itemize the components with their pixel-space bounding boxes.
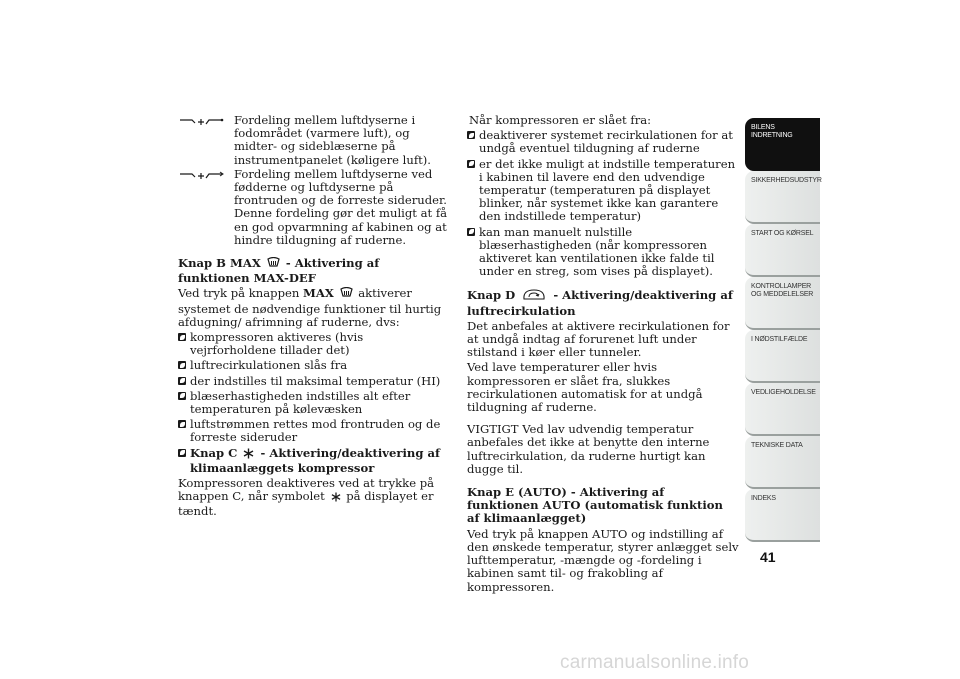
airflow-face-feet-icon bbox=[178, 114, 234, 167]
list-item-text: luftrecirkulationen slås fra bbox=[190, 358, 348, 373]
list-item bbox=[178, 331, 448, 357]
list-item bbox=[467, 158, 739, 224]
list-item bbox=[178, 390, 448, 416]
knapd-paragraph-1: Det anbefales at aktivere recirkulationen for at undgå indtag af forurenet luft under stilstand i køer eller tunneler. bbox=[467, 318, 730, 360]
list-item-text: er det ikke muligt at indstille temperaturen i kabinen til lavere end den udvendige temperatur (temperaturen på displayet blinker, når systemet ikke kan garantere den indstillede temperatur) bbox=[479, 156, 736, 224]
compressor-off-bullet-list bbox=[467, 129, 739, 278]
chapter-tabs bbox=[745, 118, 820, 542]
bullet-box-icon bbox=[178, 333, 186, 341]
distribution-text: Fordeling mellem luftdyserne ved fødderne og luftdyserne på frontruden og de forreste sideruder. Denne fordeling gør det muligt at få en god opvarmning af kabinen og at hindre tildugning af ruderne. bbox=[234, 166, 448, 247]
maxdef-paragraph bbox=[178, 287, 448, 329]
list-item-text: luftstrømmen rettes mod frontruden og de forreste sideruder bbox=[190, 417, 441, 445]
left-column bbox=[178, 114, 448, 519]
knapd-paragraph-2: Ved lave temperaturer eller hvis kompressoren er slået fra, slukkes recirkulationen automatisk for at undgå tildugning af ruderne. bbox=[467, 360, 703, 415]
tab-tekniske-data[interactable] bbox=[745, 436, 820, 489]
bullet-box-icon bbox=[467, 160, 475, 168]
tab-label: TEKNISKE DATA bbox=[751, 442, 803, 449]
knape-paragraph: Ved tryk på knappen AUTO og indstilling af den ønskede temperatur, styrer anlægget selv lufttemperatur, -mængde og -fordeling i kabinen samt til- og frakobling af kompressoren. bbox=[467, 526, 739, 594]
max-defrost-icon bbox=[267, 257, 280, 272]
tab-label: VEDLIGEHOLDELSE bbox=[751, 389, 816, 396]
tab-label: BILENS bbox=[751, 124, 775, 131]
tab-label: OG MEDDELELSER bbox=[751, 291, 814, 298]
list-item bbox=[178, 375, 448, 388]
knapd-heading bbox=[467, 288, 739, 317]
compressor-off-intro: Når kompressoren er slået fra: bbox=[469, 113, 652, 127]
list-item bbox=[178, 418, 448, 444]
tab-vedligeholdelse[interactable] bbox=[745, 383, 820, 436]
knapc-heading-label: Knap C bbox=[190, 445, 238, 460]
maxdef-para-max: MAX bbox=[303, 286, 334, 301]
tab-label: I NØDSTILFÆLDE bbox=[751, 336, 808, 343]
knape-heading: Knap E (AUTO) - Aktivering af funktionen AUTO (automatisk funktion af klimaanlægget) bbox=[467, 485, 723, 526]
maxdef-heading bbox=[178, 257, 448, 285]
page-number: 41 bbox=[760, 549, 776, 565]
recirculation-icon bbox=[521, 288, 547, 304]
list-item bbox=[178, 359, 448, 372]
tab-label: SIKKERHEDSUDSTYR bbox=[751, 177, 822, 184]
knapc-heading bbox=[178, 447, 448, 475]
maxdef-para-start: Ved tryk på knappen bbox=[178, 286, 300, 301]
knapc-para-end: på displayet er tændt. bbox=[178, 489, 434, 519]
list-item-text: kan man manuelt nulstille blæserhastigheden (når kompressoren aktiveret kan ventilationen ikke falde til under en streg, som vises på displayet). bbox=[479, 224, 715, 279]
maxdef-bullet-list bbox=[178, 331, 448, 475]
list-item-text: der indstilles til maksimal temperatur (HI) bbox=[190, 373, 441, 388]
bullet-box-icon bbox=[467, 131, 475, 139]
vigtigt-note: VIGTIGT Ved lav udvendig temperatur anbefales det ikke at benytte den interne luftrecirkulation, da ruderne hurtigt kan dugge til. bbox=[467, 422, 710, 476]
watermark: carmanualsonline.info bbox=[560, 652, 750, 673]
bullet-box-icon bbox=[178, 449, 186, 457]
maxdef-heading-rest: - Aktivering af funktionen MAX-DEF bbox=[178, 256, 380, 286]
distribution-text: Fordeling mellem luftdyserne i fodområdet (varmere luft), og midter- og sideblæserne på instrumentpanelet (køligere luft). bbox=[234, 113, 431, 167]
tab-label: START OG KØRSEL bbox=[751, 230, 814, 237]
knapd-heading-label: Knap D bbox=[467, 288, 516, 303]
bullet-box-icon bbox=[467, 228, 475, 236]
tab-label: INDEKS bbox=[751, 495, 776, 502]
knapc-heading-rest: - Aktivering/deaktivering af klimaanlæggets kompressor bbox=[190, 445, 441, 475]
tab-bilens-indretning[interactable] bbox=[745, 118, 820, 171]
list-item bbox=[467, 226, 739, 279]
snowflake-icon bbox=[243, 448, 254, 462]
tab-sikkerhedsudstyr[interactable] bbox=[745, 171, 820, 224]
bullet-box-icon bbox=[178, 377, 186, 385]
knapc-para-start: Kompressoren deaktiveres ved at trykke på knappen C, når symbolet bbox=[178, 476, 435, 504]
tab-label: KONTROLLAMPER bbox=[751, 283, 812, 290]
distribution-row-feet-defrost bbox=[178, 168, 448, 247]
bullet-box-icon bbox=[178, 361, 186, 369]
list-item-text: blæserhastigheden indstilles alt efter temperaturen på kølevæsken bbox=[190, 388, 411, 417]
knapd-heading-rest: - Aktivering/deaktivering af luftrecirkulation bbox=[467, 288, 733, 318]
bullet-box-icon bbox=[178, 392, 186, 400]
max-defrost-icon bbox=[340, 287, 353, 302]
tab-indeks[interactable] bbox=[745, 489, 820, 542]
distribution-row-face-feet bbox=[178, 114, 448, 167]
tab-nodstilfaelde[interactable] bbox=[745, 330, 820, 383]
bullet-box-icon bbox=[178, 420, 186, 428]
maxdef-para-end: aktiverer systemet de nødvendige funktioner til hurtig afdugning/ afrimning af ruderne, dvs: bbox=[178, 286, 442, 329]
snowflake-icon bbox=[331, 492, 341, 505]
right-column bbox=[467, 114, 739, 594]
list-item-text: deaktiverer systemet recirkulationen for at undgå eventuel tildugning af ruderne bbox=[479, 128, 733, 156]
knapc-paragraph bbox=[178, 477, 448, 519]
tab-label: INDRETNING bbox=[751, 132, 793, 139]
maxdef-heading-label: Knap B MAX bbox=[178, 256, 261, 271]
airflow-feet-defrost-icon bbox=[178, 168, 234, 247]
list-item-text: kompressoren aktiveres (hvis vejrforholdene tillader det) bbox=[190, 330, 364, 358]
tab-kontrollamper[interactable] bbox=[745, 277, 820, 330]
tab-start-og-korsel[interactable] bbox=[745, 224, 820, 277]
list-item bbox=[467, 129, 739, 155]
